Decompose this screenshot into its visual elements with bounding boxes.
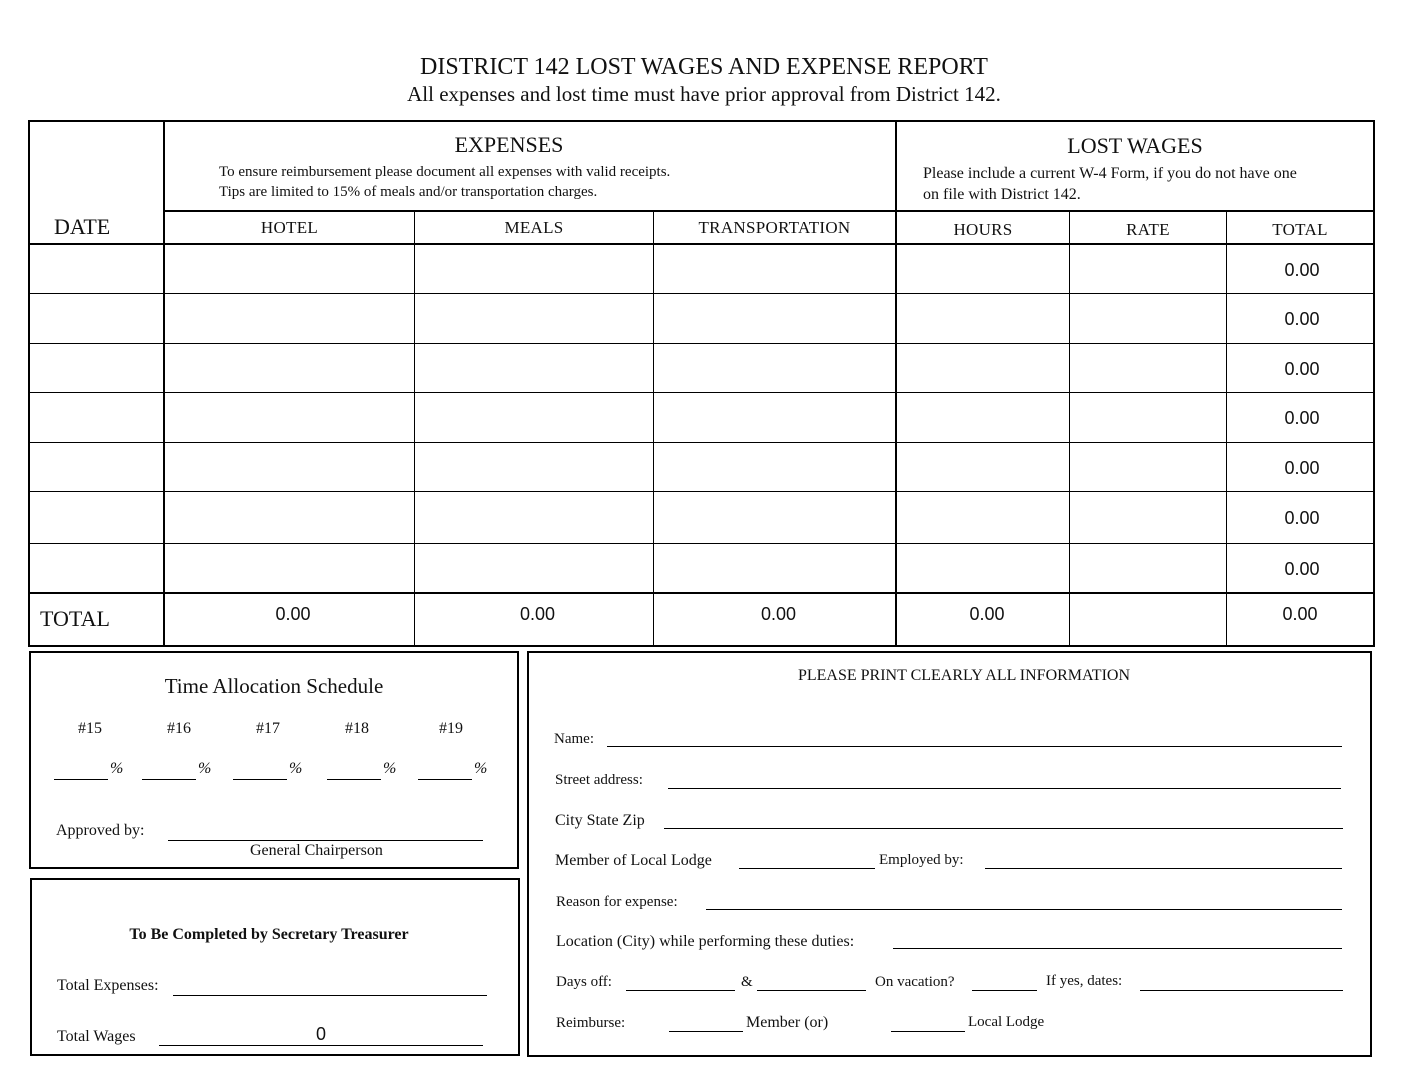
column-header-rate: RATE [1126,219,1170,239]
street-address-label: Street address: [555,772,643,788]
transportation-cell[interactable] [654,245,895,293]
ampersand: & [741,974,753,990]
time-allocation-title: Time Allocation Schedule [164,674,384,698]
code-19: #19 [439,720,463,737]
reimburse-label: Reimburse: [556,1015,626,1031]
hotel-cell[interactable] [165,245,414,293]
info-title: PLEASE PRINT CLEARLY ALL INFORMATION [797,667,1131,684]
total-row-label: TOTAL [40,606,110,631]
member-local-lodge-field[interactable] [739,868,875,869]
location-field[interactable] [893,948,1342,949]
meals-cell[interactable] [415,245,653,293]
approved-by-label: Approved by: [56,822,145,839]
row-total: 0.00 [1284,308,1320,329]
days-off-field-1[interactable] [626,990,735,991]
expenses-title: EXPENSES [454,132,564,157]
if-yes-dates-field[interactable] [1140,990,1343,991]
expenses-note-line1: To ensure reimbursement please document all expenses with valid receipts. [219,164,671,180]
percent-sign: % [110,760,124,777]
code-18: #18 [345,720,369,737]
lost-wages-note-line2: on file with District 142. [923,186,1081,203]
percent-sign: % [474,760,488,777]
employed-by-label: Employed by: [879,852,964,868]
percent-16-field[interactable] [142,779,196,780]
total-expenses-label: Total Expenses: [57,977,159,994]
column-header-hotel: HOTEL [260,217,319,237]
city-state-zip-field[interactable] [664,828,1343,829]
member-local-lodge-label: Member of Local Lodge [555,852,712,869]
total-rate [1070,597,1226,631]
code-15: #15 [78,720,102,737]
lost-wages-title: LOST WAGES [1067,133,1203,158]
total-meals: 0.00 [519,603,556,624]
column-header-hours: HOURS [953,219,1013,239]
local-lodge-label: Local Lodge [968,1014,1045,1030]
percent-sign: % [198,760,212,777]
expenses-note-line2: Tips are limited to 15% of meals and/or transportation charges. [219,184,598,200]
reason-label: Reason for expense: [556,894,678,910]
total-wages-field[interactable] [159,1045,483,1046]
city-state-zip-label: City State Zip [555,812,645,829]
total-grand: 0.00 [1282,603,1318,624]
column-header-transportation: TRANSPORTATION [698,217,851,237]
percent-sign: % [383,760,397,777]
total-expenses-field[interactable] [173,995,487,996]
reimburse-local-lodge-field[interactable] [891,1031,965,1032]
hours-cell[interactable] [897,245,1069,293]
total-wages-label: Total Wages [57,1028,136,1045]
row-total: 0.00 [1284,358,1320,379]
member-or-label: Member (or) [746,1014,829,1031]
on-vacation-label: On vacation? [875,974,955,990]
lost-wages-note-line1: Please include a current W-4 Form, if you do not have one [923,165,1297,182]
code-16: #16 [167,720,191,737]
days-off-label: Days off: [556,974,612,990]
if-yes-dates-label: If yes, dates: [1046,973,1123,989]
total-hours: 0.00 [969,603,1005,624]
name-label: Name: [554,731,594,747]
report-title: DISTRICT 142 LOST WAGES AND EXPENSE REPORT [420,54,988,80]
rate-cell[interactable] [1070,245,1226,293]
approver-title: General Chairperson [250,842,383,859]
percent-18-field[interactable] [327,779,381,780]
percent-17-field[interactable] [233,779,287,780]
column-header-total: TOTAL [1272,219,1328,239]
reason-field[interactable] [706,909,1342,910]
days-off-field-2[interactable] [757,990,866,991]
street-address-field[interactable] [668,788,1341,789]
total-transportation: 0.00 [760,603,797,624]
name-field[interactable] [607,746,1342,747]
date-cell[interactable] [30,245,163,293]
total-hotel: 0.00 [275,603,311,624]
row-total: 0.00 [1284,507,1320,528]
percent-19-field[interactable] [418,779,472,780]
total-wages-value: 0 [315,1024,326,1044]
date-column-header: DATE [54,214,111,239]
approved-by-field[interactable] [168,840,483,841]
employed-by-field[interactable] [985,868,1342,869]
percent-sign: % [289,760,303,777]
reimburse-member-field[interactable] [669,1031,743,1032]
row-total: 0.00 [1284,457,1320,478]
row-total: 0.00 [1284,558,1320,579]
row-total: 0.00 [1284,407,1320,428]
column-header-meals: MEALS [504,217,564,237]
report-subtitle: All expenses and lost time must have prior approval from District 142. [407,82,1001,106]
secretary-title: To Be Completed by Secretary Treasurer [129,926,409,943]
location-label: Location (City) while performing these duties: [556,933,855,950]
code-17: #17 [256,720,280,737]
on-vacation-field[interactable] [972,990,1037,991]
row-total: 0.00 [1284,259,1320,280]
percent-15-field[interactable] [54,779,108,780]
